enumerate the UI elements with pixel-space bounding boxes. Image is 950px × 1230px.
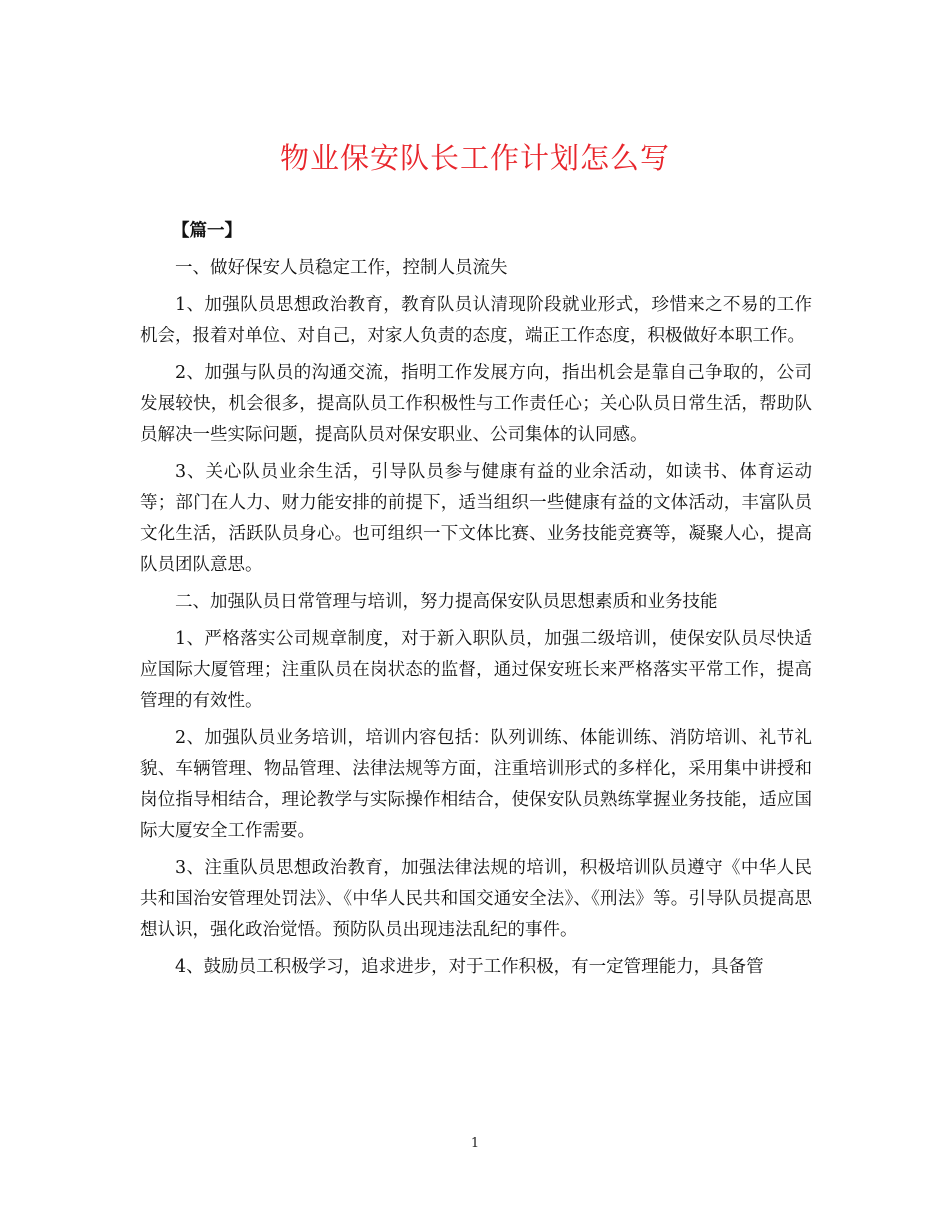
paragraph: 3、关心队员业余生活，引导队员参与健康有益的业余活动，如读书、体育运动等；部门在人力、财力能安排的前提下，适当组织一些健康有益的文体活动，丰富队员文化生活，活跃队员身心。也可组织一下文体比赛、业务技能竞赛等，凝聚人心，提高队员团队意思。 — [140, 462, 812, 575]
document-title: 物业保安队长工作计划怎么写 — [279, 141, 670, 175]
paragraph: 1、严格落实公司规章制度，对于新入职队员，加强二级培训，使保安队员尽快适应国际大厦管理；注重队员在岗状态的监督，通过保安班长来严格落实平常工作，提高管理的有效性。 — [140, 629, 812, 711]
paragraph: 2、加强与队员的沟通交流，指明工作发展方向，指出机会是靠自己争取的，公司发展较快，机会很多，提高队员工作积极性与工作责任心；关心队员日常生活，帮助队员解决一些实际问题，提高队员对保安职业、公司集体的认同感。 — [140, 363, 812, 445]
paragraph: 3、注重队员思想政治教育，加强法律法规的培训，积极培训队员遵守《中华人民共和国治安管理处罚法》、《中华人民共和国交通安全法》、《刑法》等。引导队员提高思想认识，强化政治觉悟。预防队员出现违法乱纪的事件。 — [140, 858, 812, 940]
section-heading: 【篇一】 — [172, 221, 242, 241]
paragraph: 1、加强队员思想政治教育，教育队员认清现阶段就业形式，珍惜来之不易的工作机会，报着对单位、对自己，对家人负责的态度，端正工作态度，积极做好本职工作。 — [140, 295, 812, 346]
paragraph: 一、做好保安人员稳定工作，控制人员流失 — [175, 258, 508, 278]
document-body — [140, 216, 812, 989]
paragraph: 2、加强队员业务培训，培训内容包括：队列训练、体能训练、消防培训、礼节礼貌、车辆管理、物品管理、法律法规等方面，注重培训形式的多样化，采用集中讲授和岗位指导相结合，理论教学与实际操作相结合，使保安队员熟练掌握业务技能，适应国际大厦安全工作需要。 — [140, 728, 812, 841]
paragraph: 4、鼓励员工积极学习，追求进步，对于工作积极，有一定管理能力，具备管 — [175, 957, 764, 977]
page-number: 1 — [470, 1136, 480, 1151]
paragraph: 二、加强队员日常管理与培训，努力提高保安队员思想素质和业务技能 — [175, 592, 718, 612]
